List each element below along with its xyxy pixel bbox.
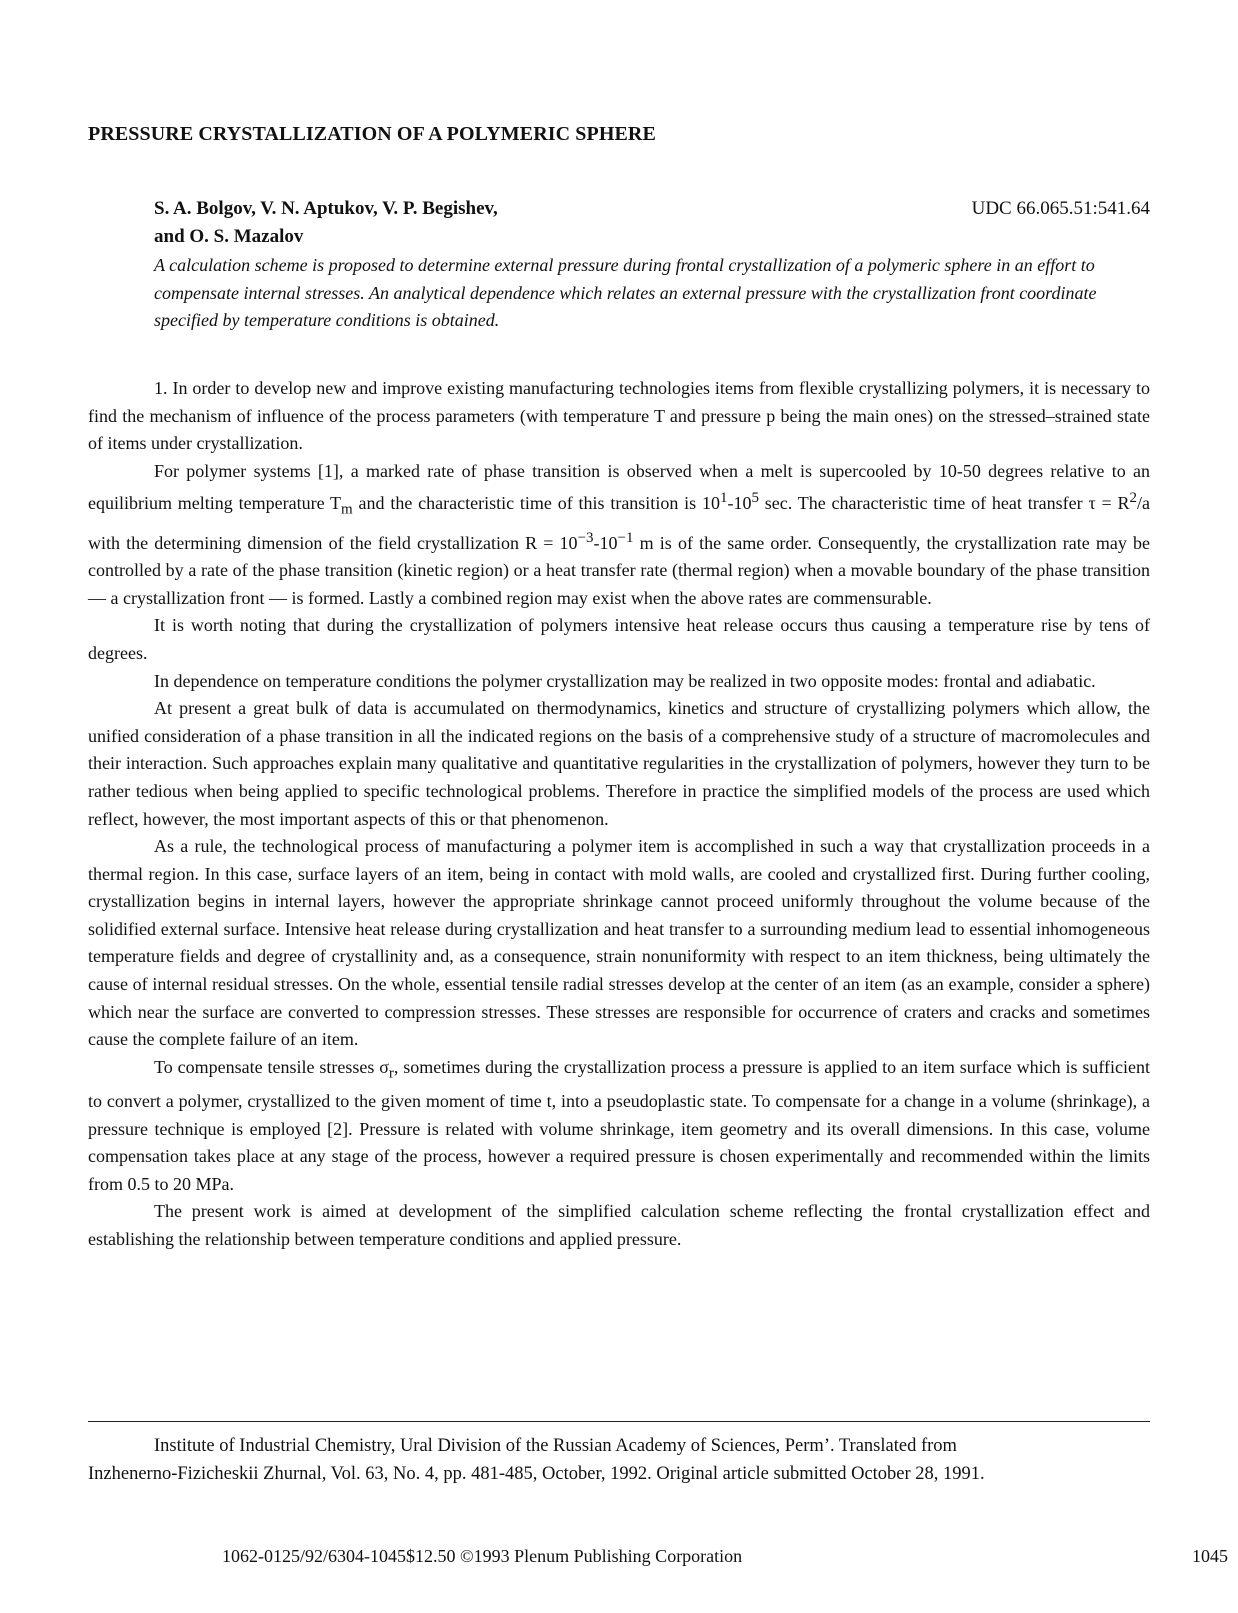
p2-text-d: sec. The characteristic time of heat transfer τ = R bbox=[758, 493, 1130, 514]
paragraph-4: In dependence on temperature conditions the polymer crystallization may be realized in two opposite modes: frontal and adiabatic. bbox=[154, 670, 1096, 691]
p2-sup-1: 1 bbox=[719, 490, 728, 507]
paper-page bbox=[88, 0, 1150, 1613]
p2-sup-5: 5 bbox=[751, 490, 759, 507]
affiliation-note bbox=[88, 1432, 1150, 1488]
copyright-footer: 1062-0125/92/6304-1045$12.50 ©1993 Plenum Publishing Corporation bbox=[222, 1546, 743, 1566]
author-list bbox=[154, 195, 498, 251]
author-line-2: and O. S. Mazalov bbox=[154, 226, 304, 247]
p2-text-b: and the characteristic time of this transition is 10 bbox=[352, 493, 720, 514]
paragraph-1: 1. In order to develop new and improve existing manufacturing technologies items from flexible crystallizing polymers, it is necessary to find the mechanism of influence of the process parameters (with temperature T and pressure p being the main ones) on the stressed–strained state of items under crystallization. bbox=[88, 378, 1150, 454]
p2-sup-2: 2 bbox=[1129, 490, 1137, 507]
udc-code: UDC 66.065.51:541.64 bbox=[971, 198, 1150, 219]
p2-text-a: For polymer systems [1], a marked rate of phase transition is observed when a melt is supercooled by 10-50 degrees relative to an equilibrium melting temperature T bbox=[88, 460, 1150, 514]
p7-sub-r: r bbox=[388, 1065, 394, 1082]
paragraph-7 bbox=[88, 1054, 1150, 1199]
author-line-1: S. A. Bolgov, V. N. Aptukov, V. P. Begishev, bbox=[154, 198, 498, 219]
body-text bbox=[88, 375, 1150, 1254]
p2-sub-m: m bbox=[341, 501, 353, 518]
abstract: A calculation scheme is proposed to determine external pressure during frontal crystallization of a polymeric sphere in an effort to compensate internal stresses. An analytical dependence which relates an external pressure with the crystallization front coordinate specified by temperature conditions is obtained. bbox=[154, 255, 1097, 330]
p2-text-f: -10 bbox=[593, 532, 618, 553]
paragraph-3: It is worth noting that during the crystallization of polymers intensive heat release occurs thus causing a temperature rise by tens of degrees. bbox=[88, 615, 1150, 663]
p2-sup-minus1: −1 bbox=[617, 529, 634, 546]
p2-text-e: /a with the determining dimension of the field crystallization R = 10 bbox=[88, 493, 1150, 553]
p2-text-c: -10 bbox=[727, 493, 752, 514]
p2-text-g: m is of the same order. Consequently, the crystallization rate may be controlled by a rate of the phase transition (kinetic region) or a heat transfer rate (thermal region) when a movable boundary of the phase transition — a crystallization front — is formed. Lastly a combined region may exist when the above rates are commensurable. bbox=[88, 532, 1150, 608]
affiliation-line-2: Inzhenerno-Fizicheskii Zhurnal, Vol. 63, No. 4, pp. 481-485, October, 1992. Original article submitted October 28, 1991. bbox=[88, 1464, 985, 1484]
p7-text-b: , sometimes during the crystallization process a pressure is applied to an item surface which is sufficient to convert a polymer, crystallized to the given moment of time t, into a pseudoplastic state. To compensate for a change in a volume (shrinkage), a pressure technique is employed [2]. Pressure is related with volume shrinkage, item geometry and its overall dimensions. In this case, volume compensation takes place at any stage of the process, however a required pressure is chosen experimentally and recommended within the limits from 0.5 to 20 MPa. bbox=[88, 1056, 1150, 1194]
affiliation-line-1: Institute of Industrial Chemistry, Ural Division of the Russian Academy of Sciences, Perm’. Translated from bbox=[154, 1436, 957, 1456]
p2-sup-minus3: −3 bbox=[577, 529, 594, 546]
paragraph-5: At present a great bulk of data is accumulated on thermodynamics, kinetics and structure of crystallizing polymers which allow, the unified consideration of a phase transition in all the indicated regions on the basis of a comprehensive study of a structure of macromolecules and their interaction. Such approaches explain many qualitative and quantitative regularities in the crystallization of polymers, however they turn to be rather tedious when being applied to specific technological problems. Therefore in practice the simplified models of the process are used which reflect, however, the most important aspects of this or that phenomenon. bbox=[88, 698, 1150, 829]
p7-text-a: To compensate tensile stresses σ bbox=[154, 1056, 389, 1077]
paragraph-6: As a rule, the technological process of manufacturing a polymer item is accomplished in such a way that crystallization proceeds in a thermal region. In this case, surface layers of an item, being in contact with mold walls, are cooled and crystallized first. During further cooling, crystallization begins in internal layers, however the appropriate shrinkage cannot proceed uniformly throughout the volume because of the solidified external surface. Intensive heat release during crystallization and heat transfer to a surrounding medium lead to essential inhomogeneous temperature fields and degree of crystallinity and, as a consequence, strain nonuniformity with respect to an item thickness, being ultimately the cause of internal residual stresses. On the whole, essential tensile radial stresses develop at the center of an item (as an example, consider a sphere) which near the surface are converted to compression stresses. These stresses are responsible for occurrence of craters and cracks and sometimes cause the complete failure of an item. bbox=[88, 836, 1150, 1050]
paragraph-2 bbox=[88, 458, 1150, 613]
footnote-divider bbox=[88, 1421, 1150, 1422]
page-number: 1045 bbox=[1192, 1546, 1228, 1566]
paper-title: PRESSURE CRYSTALLIZATION OF A POLYMERIC SPHERE bbox=[88, 123, 656, 145]
paragraph-8: The present work is aimed at development of the simplified calculation scheme reflecting the frontal crystallization effect and establishing the relationship between temperature conditions and applied pressure. bbox=[88, 1201, 1150, 1249]
